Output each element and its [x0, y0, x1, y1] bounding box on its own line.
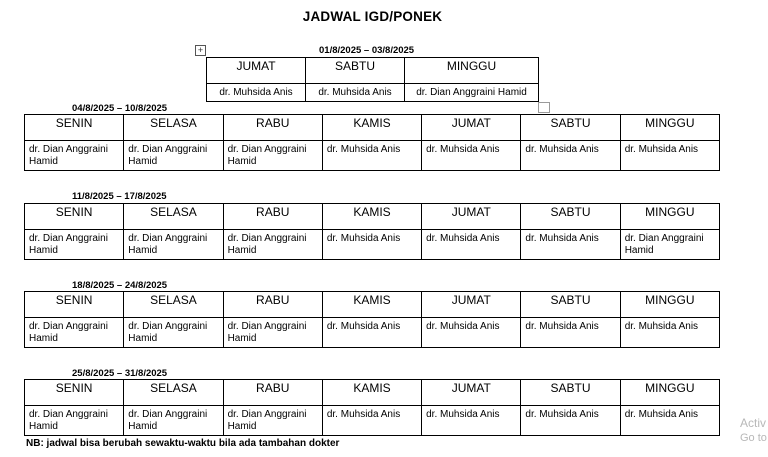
- doctor-cell: dr. Muhsida Anis: [422, 230, 521, 260]
- day-header: JUMAT: [422, 380, 521, 406]
- doctor-cell: dr. Dian Anggraini Hamid: [223, 406, 322, 436]
- day-header: SELASA: [124, 292, 223, 318]
- doctor-cell: dr. Muhsida Anis: [322, 141, 421, 171]
- doctor-cell: dr. Muhsida Anis: [620, 141, 719, 171]
- day-header: KAMIS: [322, 115, 421, 141]
- period-label-top: 01/8/2025 – 03/8/2025: [319, 45, 415, 56]
- period-label: 04/8/2025 – 10/8/2025: [72, 103, 168, 114]
- day-header: MINGGU: [620, 380, 719, 406]
- doctor-cell: dr. Dian Anggraini Hamid: [25, 406, 124, 436]
- day-header: SABTU: [521, 292, 620, 318]
- period-label: 18/8/2025 – 24/8/2025: [72, 280, 168, 291]
- doctor-cell: dr. Muhsida Anis: [322, 230, 421, 260]
- doctor-cell: dr. Dian Anggraini Hamid: [405, 84, 539, 102]
- day-header: MINGGU: [620, 115, 719, 141]
- doctor-cell: dr. Muhsida Anis: [322, 318, 421, 348]
- day-header: SENIN: [25, 292, 124, 318]
- day-header: RABU: [223, 115, 322, 141]
- doctor-cell: dr. Muhsida Anis: [306, 84, 405, 102]
- doctor-cell: dr. Muhsida Anis: [207, 84, 306, 102]
- doctor-cell: dr. Muhsida Anis: [521, 318, 620, 348]
- doctor-cell: dr. Muhsida Anis: [422, 406, 521, 436]
- schedule-table-top: [206, 57, 539, 102]
- doctor-cell: dr. Dian Anggraini Hamid: [124, 318, 223, 348]
- day-header: SELASA: [124, 204, 223, 230]
- day-header: KAMIS: [322, 380, 421, 406]
- footnote: NB: jadwal bisa berubah sewaktu-waktu bila ada tambahan dokter: [26, 438, 340, 449]
- day-header: SENIN: [25, 204, 124, 230]
- doctor-cell: dr. Dian Anggraini Hamid: [124, 141, 223, 171]
- day-header: SELASA: [124, 380, 223, 406]
- day-header: SELASA: [124, 115, 223, 141]
- day-header: JUMAT: [422, 204, 521, 230]
- day-header: KAMIS: [322, 292, 421, 318]
- period-label: 25/8/2025 – 31/8/2025: [72, 368, 168, 379]
- schedule-table-week-2: [24, 203, 720, 260]
- doctor-cell: dr. Muhsida Anis: [422, 318, 521, 348]
- day-header: RABU: [223, 380, 322, 406]
- doctor-cell: dr. Dian Anggraini Hamid: [25, 230, 124, 260]
- schedule-table-week-1: [24, 114, 720, 171]
- day-header: MINGGU: [620, 204, 719, 230]
- table-resize-handle[interactable]: [538, 102, 550, 113]
- doctor-cell: dr. Muhsida Anis: [620, 318, 719, 348]
- day-header: RABU: [223, 204, 322, 230]
- day-header: SABTU: [521, 115, 620, 141]
- day-header: JUMAT: [422, 292, 521, 318]
- doctor-cell: dr. Dian Anggraini Hamid: [223, 318, 322, 348]
- doctor-cell: dr. Dian Anggraini Hamid: [223, 141, 322, 171]
- day-header: SABTU: [521, 380, 620, 406]
- doctor-cell: dr. Dian Anggraini Hamid: [620, 230, 719, 260]
- table-move-handle-icon[interactable]: +: [195, 45, 206, 56]
- day-header: SENIN: [25, 380, 124, 406]
- page-title: JADWAL IGD/PONEK: [302, 9, 443, 24]
- doctor-cell: dr. Muhsida Anis: [422, 141, 521, 171]
- doctor-cell: dr. Muhsida Anis: [521, 406, 620, 436]
- day-header: JUMAT: [422, 115, 521, 141]
- doctor-cell: dr. Muhsida Anis: [620, 406, 719, 436]
- activation-watermark-line1: Activ: [740, 416, 767, 430]
- doctor-cell: dr. Muhsida Anis: [322, 406, 421, 436]
- activation-watermark-line2: Go to: [740, 432, 767, 444]
- day-header: RABU: [223, 292, 322, 318]
- schedule-table-week-4: [24, 379, 720, 436]
- schedule-table-week-3: [24, 291, 720, 348]
- day-header: MINGGU: [405, 58, 539, 84]
- day-header: JUMAT: [207, 58, 306, 84]
- doctor-cell: dr. Muhsida Anis: [521, 230, 620, 260]
- day-header: MINGGU: [620, 292, 719, 318]
- day-header: SENIN: [25, 115, 124, 141]
- day-header: SABTU: [306, 58, 405, 84]
- doctor-cell: dr. Dian Anggraini Hamid: [124, 230, 223, 260]
- doctor-cell: dr. Dian Anggraini Hamid: [25, 141, 124, 171]
- doctor-cell: dr. Dian Anggraini Hamid: [223, 230, 322, 260]
- doctor-cell: dr. Muhsida Anis: [521, 141, 620, 171]
- period-label: 11/8/2025 – 17/8/2025: [72, 191, 167, 202]
- day-header: SABTU: [521, 204, 620, 230]
- doctor-cell: dr. Dian Anggraini Hamid: [25, 318, 124, 348]
- day-header: KAMIS: [322, 204, 421, 230]
- doctor-cell: dr. Dian Anggraini Hamid: [124, 406, 223, 436]
